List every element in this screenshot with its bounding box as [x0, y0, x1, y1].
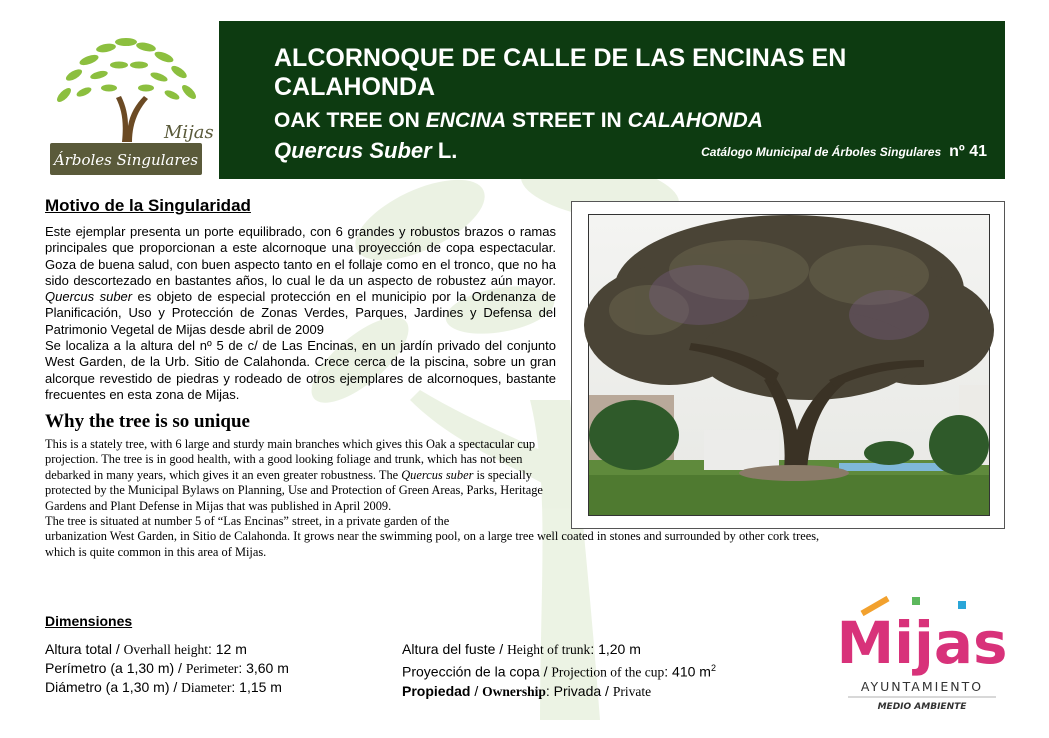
- scientific-name: Quercus Suber L.: [274, 138, 458, 163]
- motivo-paragraph-2: Se localiza a la altura del nº 5 de c/ de Las Encinas, en un jardín privado del conjunto West Garden, de la Urb. Sitio de Calahonda. Crece cerca de la piscina, sobre un gran alcorque revestido de piedras y rodeado de otros ejemplares de alcornoques, bastante frecuentes en esta zona de Mijas.: [45, 338, 556, 402]
- svg-text:Mijas: Mijas: [836, 609, 1008, 677]
- svg-text:Mijas: Mijas: [164, 122, 214, 143]
- dim-perimetro: Perímetro (a 1,30 m) / Perimeter: 3,60 m: [45, 660, 289, 676]
- motivo-paragraph-1: Este ejemplar presenta un porte equilibrado, con 6 grandes y robustos brazos o ramas principales que proporcionan a este alcornoque una proyección de copa espectacular. Goza de buena salud, con buen aspecto tanto en el follaje como en el tronco, que no ha sido descortezado en bastantes años, lo cual le da un aspecto de robustez aún mayor. Quercus suber es objeto de especial protección en el municipio por la Ordenanza de Planificación, Uso y Protección de Zonas Verdes, Parques, Jardines y Defensa del Patrimonio Vegetal de Mijas desde abril de 2009: [45, 224, 556, 337]
- photo-frame: [571, 201, 1005, 529]
- title-spanish: ALCORNOQUE DE CALLE DE LAS ENCINAS EN CALAHONDA: [274, 44, 847, 101]
- mijas-ayuntamiento-logo: [836, 595, 1008, 715]
- header-banner: [219, 21, 1005, 179]
- tree-logo-icon: [44, 30, 214, 180]
- why-paragraph-1: This is a stately tree, with 6 large and sturdy main branches which gives this Oak a spectacular cup projection. The tree is in good health, with a good looking foliage and trunk, which has not been debarked in many years, which gives it an even greater robustness. The Quercus suber is specially protected by the Municipal Bylaws on Planning, Use and Protection of Green Areas, Parks, Heritage Gardens and Plant Defense in Mijas that was published in April 2009.: [45, 437, 543, 513]
- svg-text:MEDIO AMBIENTE: MEDIO AMBIENTE: [877, 702, 967, 712]
- svg-text:AYUNTAMIENTO: AYUNTAMIENTO: [860, 679, 984, 694]
- dim-proyeccion: Proyección de la copa / Projection of the cup: 410 $m^2$: [402, 663, 716, 680]
- dimensions-title: Dimensiones: [45, 613, 133, 629]
- catalog-number: nº 41: [949, 143, 987, 160]
- dim-altura-fuste: Altura del fuste / Height of trunk: 1,20 m: [402, 641, 641, 657]
- svg-text:Árboles Singulares: Árboles Singulares: [53, 151, 199, 169]
- motivo-title: Motivo de la Singularidad: [45, 196, 251, 215]
- dimensions-left: [45, 640, 289, 697]
- catalog-reference: Catálogo Municipal de Árboles Singulares nº 41: [701, 143, 987, 160]
- tree-photo: [588, 214, 990, 516]
- arboles-singulares-logo: [44, 30, 214, 180]
- oak-tree-image: [589, 215, 989, 515]
- mijas-logo-icon: [836, 595, 1008, 715]
- why-paragraph-2: The tree is situated at number 5 of “Las Encinas” street, in a private garden of the urbanization West Garden, in Sitio de Calahonda. It grows near the swimming pool, on a large tree well coated in stones and surrounded by other cork trees, which is quite common in this area of Mijas.: [45, 514, 820, 559]
- dim-altura-total: Altura total / Overhall height: 12 m: [45, 641, 247, 657]
- why-title: Why the tree is so unique: [45, 411, 250, 432]
- dim-diametro: Diámetro (a 1,30 m) / Diameter: 1,15 m: [45, 679, 282, 695]
- title-english: OAK TREE ON ENCINA STREET IN CALAHONDA: [274, 109, 763, 132]
- dimensions-right: [402, 640, 716, 701]
- motivo-text: [45, 224, 556, 403]
- dim-propiedad: Propiedad / Ownership: Privada / Private: [402, 682, 652, 699]
